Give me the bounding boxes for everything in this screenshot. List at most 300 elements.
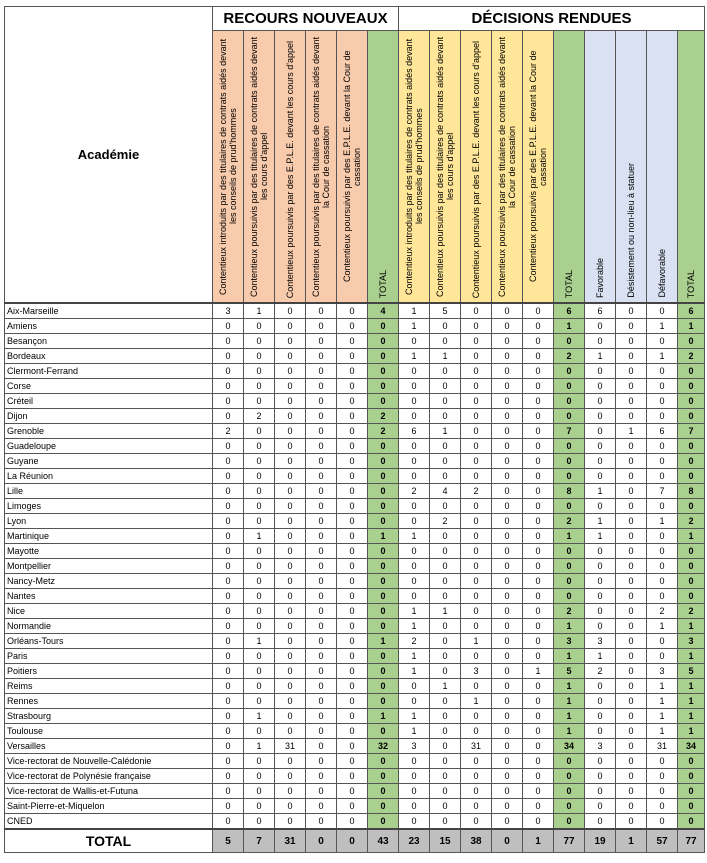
value-cell: 6 [647,424,678,439]
value-cell: 0 [461,799,492,814]
value-cell: 1 [399,604,430,619]
value-cell: 0 [616,739,647,754]
academie-name: Vice-rectorat de Wallis-et-Futuna [5,784,213,799]
value-cell: 0 [275,454,306,469]
total-value-cell: 0 [554,379,585,394]
value-cell: 0 [275,334,306,349]
value-cell: 0 [430,799,461,814]
value-cell: 0 [306,589,337,604]
value-cell: 0 [399,814,430,830]
value-cell: 0 [244,619,275,634]
value-cell: 0 [275,379,306,394]
value-cell: 0 [647,544,678,559]
value-cell: 0 [585,454,616,469]
value-cell: 0 [585,589,616,604]
value-cell: 0 [430,334,461,349]
value-cell: 0 [213,694,244,709]
value-cell: 0 [647,529,678,544]
value-cell: 2 [585,664,616,679]
table-row [5,799,705,814]
value-cell: 0 [399,514,430,529]
value-cell: 0 [430,589,461,604]
value-cell: 0 [306,574,337,589]
value-cell: 0 [647,559,678,574]
value-cell: 0 [213,394,244,409]
value-cell: 2 [244,409,275,424]
value-cell: 0 [461,589,492,604]
table-row [5,484,705,499]
value-cell: 0 [306,694,337,709]
value-cell: 0 [213,484,244,499]
value-cell: 0 [523,379,554,394]
value-cell: 0 [616,334,647,349]
value-cell: 0 [306,784,337,799]
value-cell: 0 [337,739,368,754]
value-cell: 0 [647,769,678,784]
total-value-cell: 1 [678,319,705,334]
value-cell: 0 [306,769,337,784]
table-row [5,664,705,679]
value-cell: 5 [430,303,461,319]
value-cell: 0 [523,439,554,454]
value-cell: 0 [275,709,306,724]
value-cell: 0 [337,484,368,499]
value-cell: 0 [616,754,647,769]
value-cell: 0 [306,469,337,484]
total-value-cell: 1 [678,529,705,544]
value-cell: 0 [244,484,275,499]
total-value-cell: 2 [678,514,705,529]
value-cell: 0 [306,724,337,739]
value-cell: 1 [461,694,492,709]
value-cell: 0 [523,709,554,724]
value-cell: 0 [585,724,616,739]
value-cell: 0 [337,394,368,409]
value-cell: 0 [492,634,523,649]
value-cell: 0 [430,814,461,830]
value-cell: 0 [337,303,368,319]
total-value-cell: 0 [554,769,585,784]
value-cell: 0 [213,499,244,514]
table-row [5,649,705,664]
total-value-cell: 1 [678,694,705,709]
value-cell: 0 [306,334,337,349]
total-value-cell: 0 [678,769,705,784]
total-value-cell: 0 [368,799,399,814]
academie-name: Mayotte [5,544,213,559]
value-cell: 0 [213,514,244,529]
value-cell: 0 [492,439,523,454]
value-cell: 0 [275,814,306,830]
total-value-cell: 1 [554,709,585,724]
value-cell: 0 [585,574,616,589]
value-cell: 0 [213,754,244,769]
total-value-cell: 0 [554,814,585,830]
value-cell: 0 [430,664,461,679]
value-cell: 0 [244,379,275,394]
value-cell: 0 [585,679,616,694]
value-cell: 0 [275,664,306,679]
value-cell: 0 [337,319,368,334]
total-value-cell: 0 [368,619,399,634]
value-cell: 0 [337,529,368,544]
value-cell: 0 [430,619,461,634]
value-cell: 1 [585,649,616,664]
total-value-cell: 0 [368,814,399,830]
value-cell: 0 [492,469,523,484]
value-cell: 0 [275,589,306,604]
total-value-cell: 1 [554,649,585,664]
value-cell: 0 [244,439,275,454]
col-header-decisions-titulaires-appel: Contentieux poursuivis par des titulaires de contrats aidés devant les cours d'appel [430,31,461,304]
value-cell: 0 [492,754,523,769]
value-cell: 0 [275,409,306,424]
value-cell: 3 [585,634,616,649]
table-row [5,589,705,604]
value-cell: 0 [244,784,275,799]
value-cell: 1 [585,514,616,529]
value-cell: 0 [616,769,647,784]
value-cell: 0 [244,454,275,469]
decisions-rendues-header: DÉCISIONS RENDUES [399,7,705,31]
value-cell: 0 [306,303,337,319]
value-cell: 0 [523,559,554,574]
value-cell: 1 [647,679,678,694]
value-cell: 0 [492,574,523,589]
value-cell: 0 [430,649,461,664]
value-cell: 0 [399,589,430,604]
academie-name: Besançon [5,334,213,349]
value-cell: 0 [337,619,368,634]
value-cell: 0 [492,334,523,349]
value-cell: 0 [616,634,647,649]
value-cell: 0 [306,544,337,559]
total-value-cell: 0 [554,334,585,349]
table-row [5,424,705,439]
value-cell: 0 [523,364,554,379]
value-cell: 0 [647,379,678,394]
total-value-cell: 0 [368,679,399,694]
value-cell: 0 [306,649,337,664]
value-cell: 0 [492,739,523,754]
total-value-cell: 0 [554,394,585,409]
value-cell: 2 [461,484,492,499]
value-cell: 0 [461,379,492,394]
total-value-cell: 0 [678,784,705,799]
total-value-cell: 0 [554,754,585,769]
total-value-cell: 1 [554,319,585,334]
value-cell: 0 [492,724,523,739]
value-cell: 0 [492,559,523,574]
value-cell: 0 [244,604,275,619]
value-cell: 0 [647,334,678,349]
value-cell: 0 [647,303,678,319]
value-cell: 0 [461,529,492,544]
value-cell: 1 [399,724,430,739]
value-cell: 0 [523,303,554,319]
value-cell: 0 [585,394,616,409]
value-cell: 0 [244,814,275,830]
value-cell: 0 [492,769,523,784]
value-cell: 0 [616,484,647,499]
value-cell: 0 [399,574,430,589]
value-cell: 0 [213,559,244,574]
value-cell: 0 [244,799,275,814]
value-cell: 1 [399,349,430,364]
value-cell: 0 [616,409,647,424]
total-value-cell: 2 [368,409,399,424]
academie-name: Strasbourg [5,709,213,724]
value-cell: 0 [244,469,275,484]
value-cell: 0 [492,349,523,364]
academie-name: Corse [5,379,213,394]
table-row [5,709,705,724]
value-cell: 0 [647,814,678,830]
value-cell: 0 [244,499,275,514]
value-cell: 0 [213,364,244,379]
value-cell: 0 [461,409,492,424]
total-value-cell: 2 [678,604,705,619]
total-value-cell: 0 [368,784,399,799]
total-value-cell: 0 [678,814,705,830]
total-value-cell: 7 [678,424,705,439]
total-value-cell: 0 [368,319,399,334]
table-row [5,574,705,589]
value-cell: 0 [585,754,616,769]
value-cell: 0 [585,439,616,454]
value-cell: 0 [430,694,461,709]
value-cell: 0 [337,604,368,619]
value-cell: 0 [337,349,368,364]
value-cell: 0 [306,409,337,424]
value-cell: 0 [337,634,368,649]
total-value-cell: 0 [368,514,399,529]
value-cell: 2 [213,424,244,439]
total-cell: 1 [616,829,647,853]
value-cell: 0 [461,724,492,739]
value-cell: 0 [523,799,554,814]
value-cell: 0 [616,439,647,454]
col-header-decisions-eple-appel: Contentieux poursuivis par des E.P.L.E. devant les cours d'appel [461,31,492,304]
table-row [5,754,705,769]
value-cell: 0 [306,814,337,830]
value-cell: 0 [213,439,244,454]
value-cell: 0 [337,754,368,769]
value-cell: 0 [523,529,554,544]
value-cell: 0 [461,454,492,469]
academie-name: Rennes [5,694,213,709]
value-cell: 0 [492,664,523,679]
value-cell: 1 [399,649,430,664]
value-cell: 1 [399,709,430,724]
academie-name: Guyane [5,454,213,469]
value-cell: 0 [213,529,244,544]
table-row [5,724,705,739]
academie-name: Aix-Marseille [5,303,213,319]
total-value-cell: 0 [554,574,585,589]
value-cell: 0 [430,574,461,589]
table-row [5,409,705,424]
value-cell: 0 [585,424,616,439]
value-cell: 0 [337,544,368,559]
value-cell: 7 [647,484,678,499]
value-cell: 0 [213,454,244,469]
value-cell: 0 [523,769,554,784]
total-value-cell: 6 [554,303,585,319]
value-cell: 0 [430,409,461,424]
academie-name: Paris [5,649,213,664]
value-cell: 0 [275,724,306,739]
total-value-cell: 0 [368,334,399,349]
value-cell: 0 [492,394,523,409]
value-cell: 0 [461,619,492,634]
value-cell: 0 [523,619,554,634]
value-cell: 0 [213,709,244,724]
col-header-recours-titulaires-appel: Contentieux poursuivis par des titulaires de contrats aidés devant les cours d'appel [244,31,275,304]
total-value-cell: 3 [678,634,705,649]
value-cell: 0 [244,424,275,439]
value-cell: 3 [585,739,616,754]
value-cell: 2 [647,604,678,619]
value-cell: 0 [213,799,244,814]
col-header-recours-prudhommes: Contentieux introduits par des titulaires de contrats aidés devant les conseils de prud'hommes [213,31,244,304]
value-cell: 0 [213,334,244,349]
value-cell: 0 [492,364,523,379]
value-cell: 1 [244,709,275,724]
total-cell: 77 [678,829,705,853]
value-cell: 0 [275,424,306,439]
value-cell: 0 [585,694,616,709]
value-cell: 0 [616,544,647,559]
value-cell: 0 [244,724,275,739]
value-cell: 0 [213,469,244,484]
value-cell: 0 [213,379,244,394]
value-cell: 0 [399,754,430,769]
value-cell: 0 [461,514,492,529]
value-cell: 0 [585,379,616,394]
value-cell: 0 [275,754,306,769]
total-value-cell: 0 [678,364,705,379]
value-cell: 0 [337,589,368,604]
value-cell: 0 [616,559,647,574]
value-cell: 0 [492,409,523,424]
academie-name: Nancy-Metz [5,574,213,589]
value-cell: 0 [523,679,554,694]
value-cell: 0 [492,499,523,514]
value-cell: 0 [585,364,616,379]
total-value-cell: 5 [678,664,705,679]
value-cell: 0 [399,499,430,514]
total-value-cell: 0 [368,559,399,574]
total-value-cell: 0 [554,454,585,469]
value-cell: 0 [523,724,554,739]
value-cell: 0 [275,364,306,379]
academie-name: La Réunion [5,469,213,484]
value-cell: 0 [213,589,244,604]
value-cell: 0 [523,649,554,664]
total-value-cell: 1 [554,694,585,709]
value-cell: 0 [492,709,523,724]
value-cell: 0 [523,634,554,649]
total-value-cell: 0 [678,334,705,349]
table-row [5,334,705,349]
value-cell: 0 [399,799,430,814]
value-cell: 0 [647,754,678,769]
value-cell: 0 [306,394,337,409]
total-value-cell: 0 [678,589,705,604]
table-row [5,634,705,649]
total-value-cell: 3 [554,634,585,649]
value-cell: 0 [275,784,306,799]
value-cell: 0 [430,469,461,484]
total-cell: 1 [523,829,554,853]
value-cell: 0 [430,439,461,454]
academie-name: Amiens [5,319,213,334]
value-cell: 0 [523,784,554,799]
academie-name: Versailles [5,739,213,754]
value-cell: 0 [399,769,430,784]
value-cell: 0 [213,739,244,754]
total-value-cell: 1 [678,649,705,664]
total-value-cell: 8 [554,484,585,499]
total-cell: 15 [430,829,461,853]
total-value-cell: 2 [554,604,585,619]
table-row [5,769,705,784]
total-cell: 19 [585,829,616,853]
value-cell: 0 [492,514,523,529]
academie-name: Guadeloupe [5,439,213,454]
value-cell: 0 [337,709,368,724]
academie-header: Académie [5,7,213,304]
value-cell: 0 [616,454,647,469]
total-cell: 38 [461,829,492,853]
value-cell: 0 [647,799,678,814]
value-cell: 0 [306,454,337,469]
value-cell: 0 [647,574,678,589]
total-value-cell: 0 [678,544,705,559]
value-cell: 0 [399,409,430,424]
value-cell: 0 [213,784,244,799]
value-cell: 0 [337,364,368,379]
value-cell: 1 [399,303,430,319]
total-cell: 57 [647,829,678,853]
total-value-cell: 34 [554,739,585,754]
value-cell: 0 [492,604,523,619]
value-cell: 0 [306,634,337,649]
value-cell: 0 [585,409,616,424]
value-cell: 0 [275,319,306,334]
value-cell: 0 [337,574,368,589]
value-cell: 0 [430,544,461,559]
total-value-cell: 6 [678,303,705,319]
value-cell: 0 [275,649,306,664]
value-cell: 0 [585,499,616,514]
value-cell: 0 [523,604,554,619]
value-cell: 0 [616,814,647,830]
value-cell: 0 [461,559,492,574]
value-cell: 0 [616,649,647,664]
value-cell: 0 [523,694,554,709]
value-cell: 0 [585,469,616,484]
value-cell: 0 [461,574,492,589]
value-cell: 0 [244,574,275,589]
value-cell: 0 [430,394,461,409]
value-cell: 0 [213,574,244,589]
total-value-cell: 0 [368,394,399,409]
value-cell: 0 [399,679,430,694]
value-cell: 0 [585,784,616,799]
value-cell: 0 [461,769,492,784]
